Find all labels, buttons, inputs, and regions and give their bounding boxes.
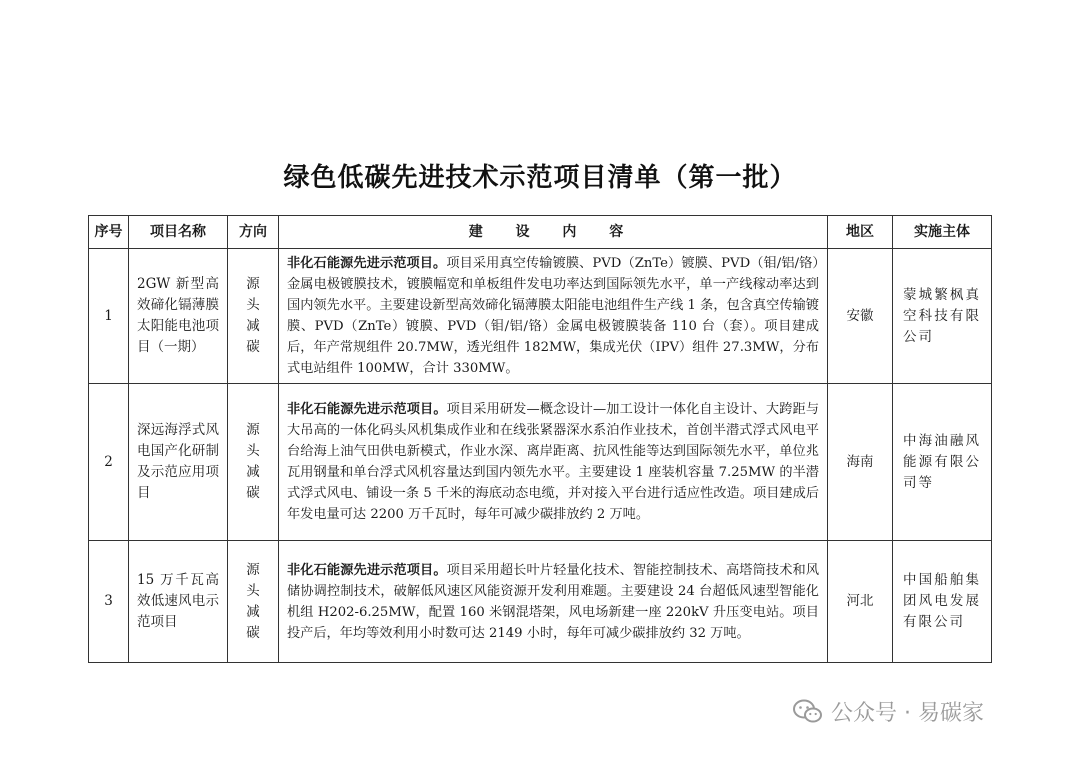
row-org: 中海油融风能源有限公司等 [893,384,992,541]
table-row [89,249,992,384]
project-table [88,215,992,663]
row-project-name: 15 万千瓦高效低速风电示范项目 [129,541,228,663]
header-no: 序号 [89,216,129,249]
row-direction: 源头减碳 [228,249,279,384]
row-content [279,249,828,384]
row-content-text: 项目采用研发—概念设计—加工设计一体化自主设计、大跨距与大吊高的一体化码头风机集成作业和在线张紧器深水系泊作业技术，首创半潜式浮式风电平台给海上油气田供电新模式，作业水深、离岸距离、抗风性能等达到国际领先水平，单位兆瓦用钢量和单台浮式风机容量达到国内领先水平。主要建设 1 座装机容量 7.25MW 的半潜式浮式风电、铺设一条 5 千米的海底动态电缆，并对接入平台进行适应性改造。项目建成后年发电量可达 2200 万千瓦时，每年可减少碳排放约 2 万吨。 [287,402,820,522]
table-row [89,384,992,541]
row-region: 海南 [828,384,893,541]
watermark [793,696,984,727]
row-project-name: 深远海浮式风电国产化研制及示范应用项目 [129,384,228,541]
row-content-lead: 非化石能源先进示范项目。 [287,256,447,271]
row-no: 2 [89,384,129,541]
row-content [279,541,828,663]
row-direction: 源头减碳 [228,384,279,541]
table-row [89,541,992,663]
row-no: 1 [89,249,129,384]
row-org: 中国船舶集团风电发展有限公司 [893,541,992,663]
row-content [279,384,828,541]
page-title: 绿色低碳先进技术示范项目清单（第一批） [283,163,797,193]
row-content-lead: 非化石能源先进示范项目。 [287,402,447,417]
header-org: 实施主体 [893,216,992,249]
watermark-text: 公众号 · 易碳家 [831,701,984,726]
header-content: 建 设 内 容 [279,216,828,249]
row-content-text: 项目采用超长叶片轻量化技术、智能控制技术、高塔筒技术和风储协调控制技术，破解低风速区风能资源开发利用难题。主要建设 24 台超低风速型智能化机组 H202-6.25MW，配置 160 米钢混塔架，风电场新建一座 220kV 升压变电站。项目投产后，年均等效利用小时数可达 2149 小时，每年可减少碳排放约 32 万吨。 [287,562,820,641]
header-name: 项目名称 [129,216,228,249]
row-region: 安徽 [828,249,893,384]
row-project-name: 2GW 新型高效碲化镉薄膜太阳能电池项目（一期） [129,249,228,384]
table-header-row [89,216,992,249]
wechat-icon [793,699,823,725]
row-no: 3 [89,541,129,663]
row-direction: 源头减碳 [228,541,279,663]
row-content-text: 项目采用真空传输镀膜、PVD（ZnTe）镀膜、PVD（钼/铝/铬）金属电极镀膜技术，镀膜幅宽和单板组件发电功率达到国际领先水平，单一产线稼动率达到国内领先水平。主要建设新型高效碲化镉薄膜太阳能电池组件生产线 1 条，包含真空传输镀膜、PVD（ZnTe）镀膜、PVD（钼/铝/铬）金属电极镀膜装备 110 台（套）。项目建成后，年产常规组件 20.7MW，透光组件 182MW，集成光伏（IPV）组件 27.3MW，分布式电站组件 100MW，合计 330MW。 [287,256,819,376]
row-region: 河北 [828,541,893,663]
row-org: 蒙城繁枫真空科技有限公司 [893,249,992,384]
header-direction: 方向 [228,216,279,249]
header-region: 地区 [828,216,893,249]
row-content-lead: 非化石能源先进示范项目。 [287,562,447,578]
